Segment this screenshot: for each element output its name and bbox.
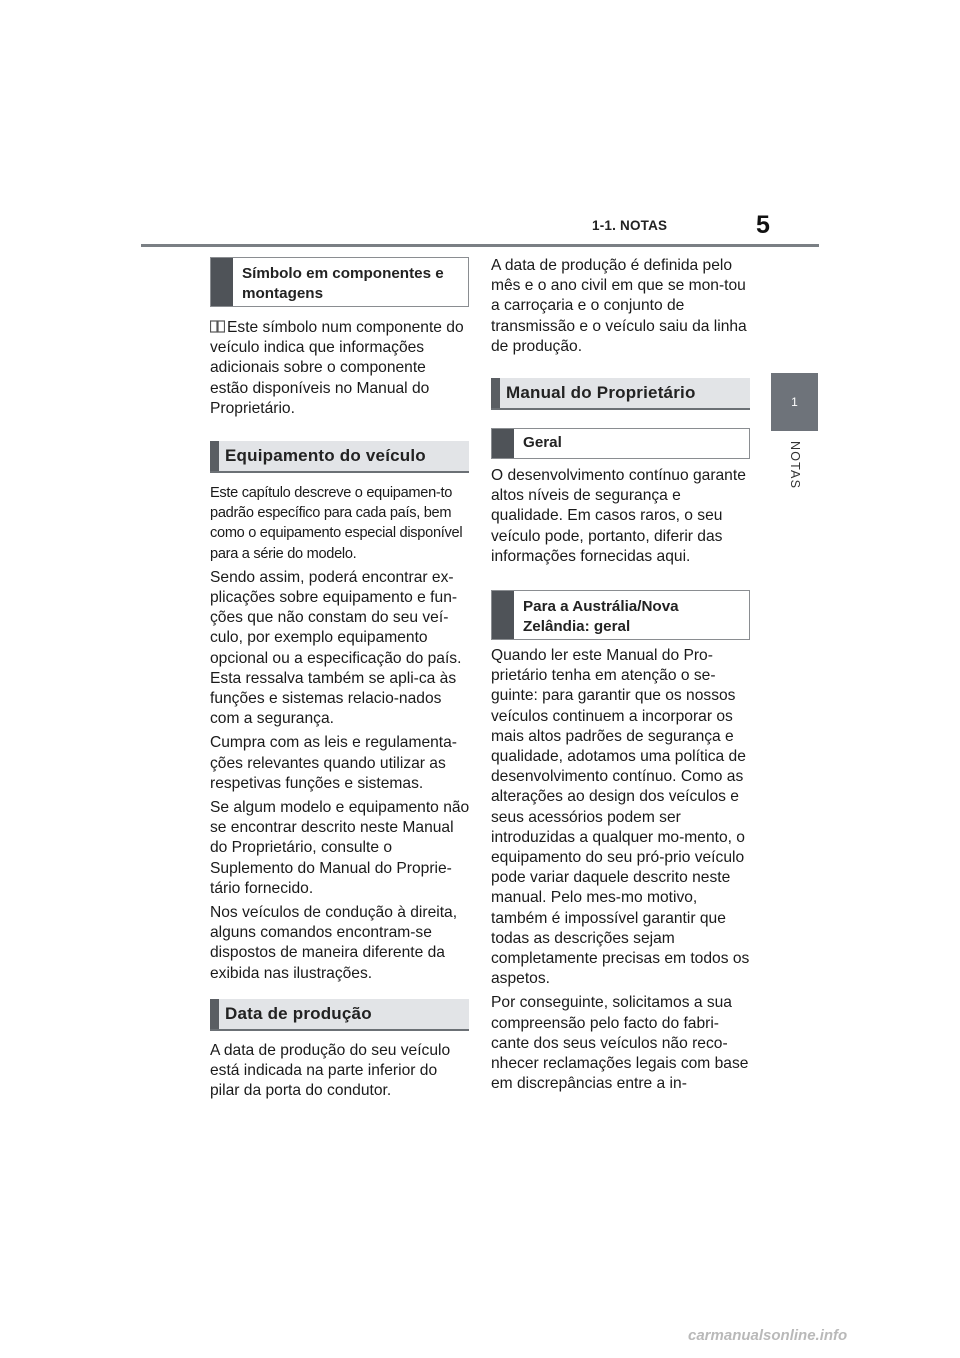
subheading-title: Para a Austrália/Nova Zelândia: geral: [523, 598, 679, 635]
paragraph: A data de produção é definida pelo mês e o ano civil em que se mon-tou a carroçaria e o conjunto de transmissão e o veículo saiu da linha de produção.: [491, 257, 747, 355]
chapter-tab-label-wrap: [784, 441, 806, 521]
header-rule: [141, 244, 819, 247]
production-date-paragraph: [491, 256, 749, 361]
section-heading-manual: [491, 378, 750, 410]
subheading-box-geral: [491, 428, 750, 459]
paragraph: Sendo assim, poderá encontrar ex-plicações sobre equipamento e fun-ções que não constam do seu veí-culo, por exemplo equipamento opcional ou a especificação do país. Esta ressalva também se apli-ca às funções e sistemas relacio-nados com a segurança.: [210, 568, 462, 728]
book-icon: [210, 320, 225, 333]
symbol-paragraph: [210, 318, 468, 423]
equipamento-body: [210, 483, 470, 988]
section-heading-bar: [491, 378, 500, 408]
australia-body: [491, 646, 751, 1098]
paragraph: O desenvolvimento contínuo garante altos níveis de segurança e qualidade. Em casos raros, o seu veículo pode, portanto, diferir das informações fornecidas aqui.: [491, 467, 746, 565]
paragraph: A data de produção do seu veículo está indicada na parte inferior do pilar da porta do condutor.: [210, 1042, 451, 1100]
section-heading-bar: [210, 999, 219, 1029]
subheading-box-australia: [491, 590, 750, 640]
symbol-text: Este símbolo num componente do veículo indica que informações adicionais sobre o componente estão disponíveis no Manual do Proprietário.: [210, 319, 464, 417]
section-header: 1-1. NOTAS: [592, 218, 668, 233]
section-heading-bar: [210, 441, 219, 471]
subheading-bar: [492, 591, 514, 639]
subheading-bar: [492, 429, 514, 458]
chapter-tab-label: NOTAS: [788, 441, 802, 490]
section-heading-title: Manual do Proprietário: [506, 383, 696, 402]
paragraph: Nos veículos de condução à direita, alguns comandos encontram-se dispostos de maneira diferente da exibida nas ilustrações.: [210, 904, 458, 982]
section-heading-title: Data de produção: [225, 1004, 372, 1023]
paragraph: Este capítulo descreve o equipamen-to padrão específico para cada país, bem como o equipamento especial disponível para a série do modelo.: [210, 485, 463, 562]
geral-body: [491, 466, 751, 571]
section-heading-data: [210, 999, 469, 1031]
paragraph: Cumpra com as leis e regulamenta-ções relevantes quando utilizar as respetivas funções e sistemas.: [210, 734, 458, 792]
subheading-title: Geral: [523, 434, 562, 451]
paragraph: Se algum modelo e equipamento não se encontrar descrito neste Manual do Proprietário, consulte o Suplemento do Manual do Proprie-tário fornecido.: [210, 799, 470, 897]
subheading-box-symbol: [210, 257, 469, 307]
data-body: [210, 1041, 468, 1106]
section-heading-title: Equipamento do veículo: [225, 446, 426, 465]
chapter-tab: 1: [771, 373, 818, 431]
watermark: carmanualsonline.info: [688, 1327, 848, 1344]
paragraph: Por conseguinte, solicitamos a sua compreensão pelo facto do fabri-cante dos seus veículos não reco-nhecer reclamações legais com base em discrepâncias entre a in-: [491, 994, 749, 1093]
subheading-title: Símbolo em componentes e montagens: [242, 265, 444, 302]
paragraph: Quando ler este Manual do Pro-prietário tenha em atenção o se-guinte: para garantir que os nossos veículos continuem a incorporar os mais altos padrões de segurança e qualidade, adotamos uma política de desenvolvimento contínuo. Como as alterações ao design dos veículos e seus acessórios podem ser introduzidas a qualquer mo-mento, o equipamento do seu pró-prio veículo pode variar daquele descrito neste manual. Pelo mes-mo motivo, também é impossível garantir que todas as descrições sejam completamente precisas em todos os aspetos.: [491, 647, 750, 988]
section-heading-equipamento: [210, 441, 469, 473]
page-number: 5: [756, 211, 770, 239]
subheading-bar: [211, 258, 233, 306]
